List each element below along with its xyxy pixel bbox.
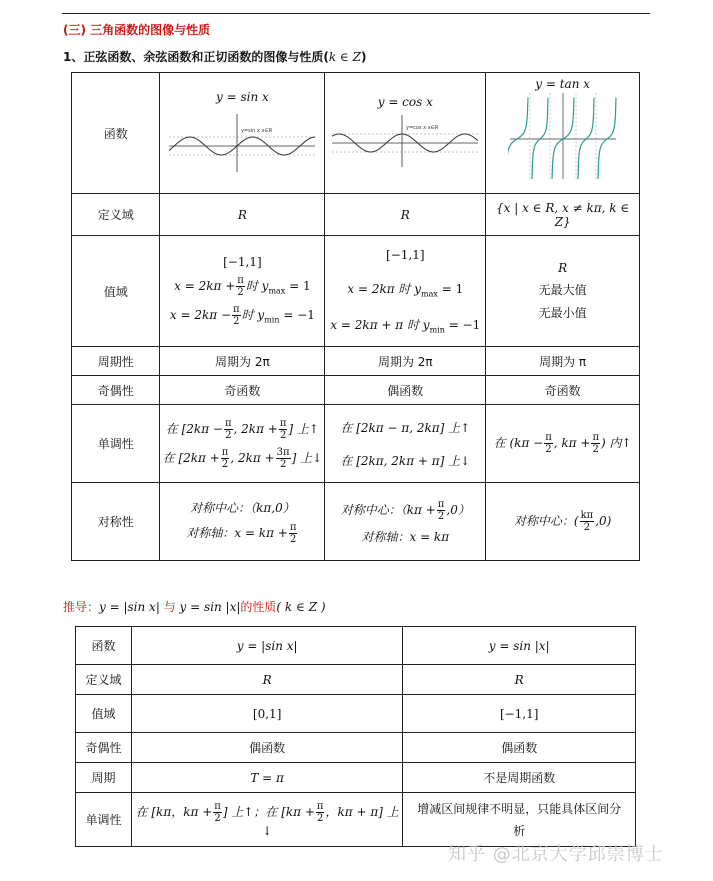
row-label: 单调性 <box>72 405 160 483</box>
sin-increasing: 在 [2kπ − $\frac{\pi}{2}$ , 2kπ + $\frac{\pi}{2}$ ] 上↑ <box>165 417 319 441</box>
cos-range-cell <box>325 236 486 347</box>
cell: [0,1] <box>131 695 402 733</box>
table-row <box>72 347 640 376</box>
cell: T = π <box>131 763 402 793</box>
sin-abs-monotonic: 增减区间规律不明显，只能具体区间分析 <box>403 793 636 847</box>
table-row <box>72 194 640 236</box>
subtitle-cond: k ∈ Z <box>328 50 361 64</box>
cos-axis: 对称轴：x = kπ <box>361 529 450 544</box>
trig-properties-table <box>71 72 640 561</box>
table-row <box>72 73 640 194</box>
tan-branch <box>578 98 594 179</box>
cell: 偶函数 <box>403 733 636 763</box>
derivation-f1: y = |sin x| <box>99 600 160 614</box>
row-label: 定义域 <box>76 665 132 695</box>
subtitle: 1、正弦函数、余弦函数和正切函数的图像与性质(k ∈ Z) <box>63 50 367 64</box>
cell: 不是周期函数 <box>403 763 636 793</box>
tan-monotonic-cell <box>486 405 640 483</box>
tan-domain: {x | x ∈ R, x ≠ kπ, k ∈ Z} <box>486 194 640 236</box>
sin-parity: 奇函数 <box>160 376 325 405</box>
cos-range: [−1,1] <box>386 247 425 262</box>
sin-symmetry-cell <box>160 483 325 561</box>
sin-decreasing: 在 [2kπ + $\frac{\pi}{2}$ , 2kπ + $\frac{3\pi}{2}$ ] 上↓ <box>162 446 323 470</box>
table-row <box>76 627 636 665</box>
derivation-mid: 与 <box>163 600 176 614</box>
table-row <box>72 376 640 405</box>
top-rule <box>62 13 650 14</box>
tan-symmetry-cell <box>486 483 640 561</box>
row-label: 奇偶性 <box>76 733 132 763</box>
cos-graph-label: y=cos x x∈R <box>406 124 439 131</box>
row-label: 对称性 <box>72 483 160 561</box>
cell: 偶函数 <box>131 733 402 763</box>
table-row <box>72 405 640 483</box>
tan-func-name: y = tan x <box>535 77 590 91</box>
sin-max: x = 2kπ + $\frac{\pi}{2}$ 时 $y_{max} = 1$ <box>174 275 311 298</box>
sin-graph <box>167 104 317 174</box>
tan-center: 对称中心：( $\frac{k\pi}{2}$ ,0) <box>513 510 612 533</box>
cos-symmetry-cell <box>325 483 486 561</box>
sin-range: [−1,1] <box>223 255 262 269</box>
cos-max: x = 2kπ 时 $y_{max} = 1$ <box>347 281 464 298</box>
sin-monotonic-cell <box>160 405 325 483</box>
watermark: 知乎 @北京大学邱崇博士 <box>448 844 664 865</box>
sin-domain: R <box>160 194 325 236</box>
tan-period: 周期为 π <box>486 347 640 376</box>
col-head-abs-sin: y = |sin x| <box>131 627 402 665</box>
sin-axis: 对称轴：x = kπ + $\frac{\pi}{2}$ <box>186 521 297 545</box>
row-label: 值域 <box>76 695 132 733</box>
row-label: 函数 <box>72 73 160 194</box>
row-label: 周期性 <box>72 347 160 376</box>
derivation-heading <box>63 598 326 615</box>
table-row <box>76 695 636 733</box>
sin-graph-label: y=sin x x∈R <box>241 127 273 134</box>
tan-branch <box>508 98 528 179</box>
row-label: 周期 <box>76 763 132 793</box>
table-row <box>72 483 640 561</box>
cos-increasing: 在 [2kπ − π, 2kπ] 上↑ <box>340 420 471 435</box>
tan-range: R <box>558 261 568 275</box>
cos-decreasing: 在 [2kπ, 2kπ + π] 上↓ <box>340 453 471 468</box>
section-title: (三) 三角函数的图像与性质 <box>63 23 211 37</box>
tan-increasing: 在 (kπ − $\frac{\pi}{2}$ , kπ + $\frac{\pi}{2}$ ) 内↑ <box>493 432 632 455</box>
tan-parity: 奇函数 <box>486 376 640 405</box>
cell: [−1,1] <box>403 695 636 733</box>
abs-sin-table <box>75 626 636 847</box>
tan-branch <box>598 98 616 179</box>
sin-center: 对称中心：（kπ,0） <box>190 500 295 515</box>
cos-center: 对称中心：（kπ + $\frac{\pi}{2}$ ,0） <box>340 498 470 522</box>
cell: R <box>403 665 636 695</box>
tan-range-cell <box>486 236 640 347</box>
table-row <box>76 665 636 695</box>
sin-graph-cell <box>160 73 325 194</box>
cos-monotonic-cell <box>325 405 486 483</box>
cos-parity: 偶函数 <box>325 376 486 405</box>
cos-graph <box>330 109 480 169</box>
cos-min: x = 2kπ + π 时 $y_{min} = -1$ <box>330 318 481 335</box>
sin-func-name: y = sin x <box>216 89 269 104</box>
derivation-cond: ( k ∈ Z ) <box>276 600 326 614</box>
table-row <box>76 733 636 763</box>
derivation-prefix: 推导： <box>63 600 100 614</box>
tan-branch <box>532 98 548 179</box>
cos-graph-cell <box>325 73 486 194</box>
table-row <box>76 793 636 847</box>
cos-period: 周期为 2π <box>325 347 486 376</box>
cos-func-name: y = cos x <box>377 94 433 109</box>
sin-range-cell <box>160 236 325 347</box>
row-label: 函数 <box>76 627 132 665</box>
col-head-sin-abs: y = sin |x| <box>403 627 636 665</box>
row-label: 奇偶性 <box>72 376 160 405</box>
table-row <box>72 236 640 347</box>
tan-graph <box>508 91 618 181</box>
row-label: 值域 <box>72 236 160 347</box>
derivation-f2: y = sin |x| <box>179 600 241 614</box>
row-label: 定义域 <box>72 194 160 236</box>
table-row <box>76 763 636 793</box>
tan-graph-cell <box>486 73 640 194</box>
cell: R <box>131 665 402 695</box>
sin-period: 周期为 2π <box>160 347 325 376</box>
cos-domain: R <box>325 194 486 236</box>
row-label: 单调性 <box>76 793 132 847</box>
sin-min: x = 2kπ − $\frac{\pi}{2}$ 时 $y_{min} = -1$ <box>169 304 315 327</box>
derivation-suffix: 的性质 <box>240 600 277 614</box>
tan-no-min: 无最小值 <box>538 306 587 320</box>
subtitle-text: 1、正弦函数、余弦函数和正切函数的图像与性质 <box>63 50 324 64</box>
abs-sin-monotonic: 在 [kπ，kπ + $\frac{\pi}{2}$ ] 上↑；在 [kπ + $\frac{\pi}{2}$ ，kπ + π] 上↓ <box>131 793 402 847</box>
tan-no-max: 无最大值 <box>538 283 587 297</box>
